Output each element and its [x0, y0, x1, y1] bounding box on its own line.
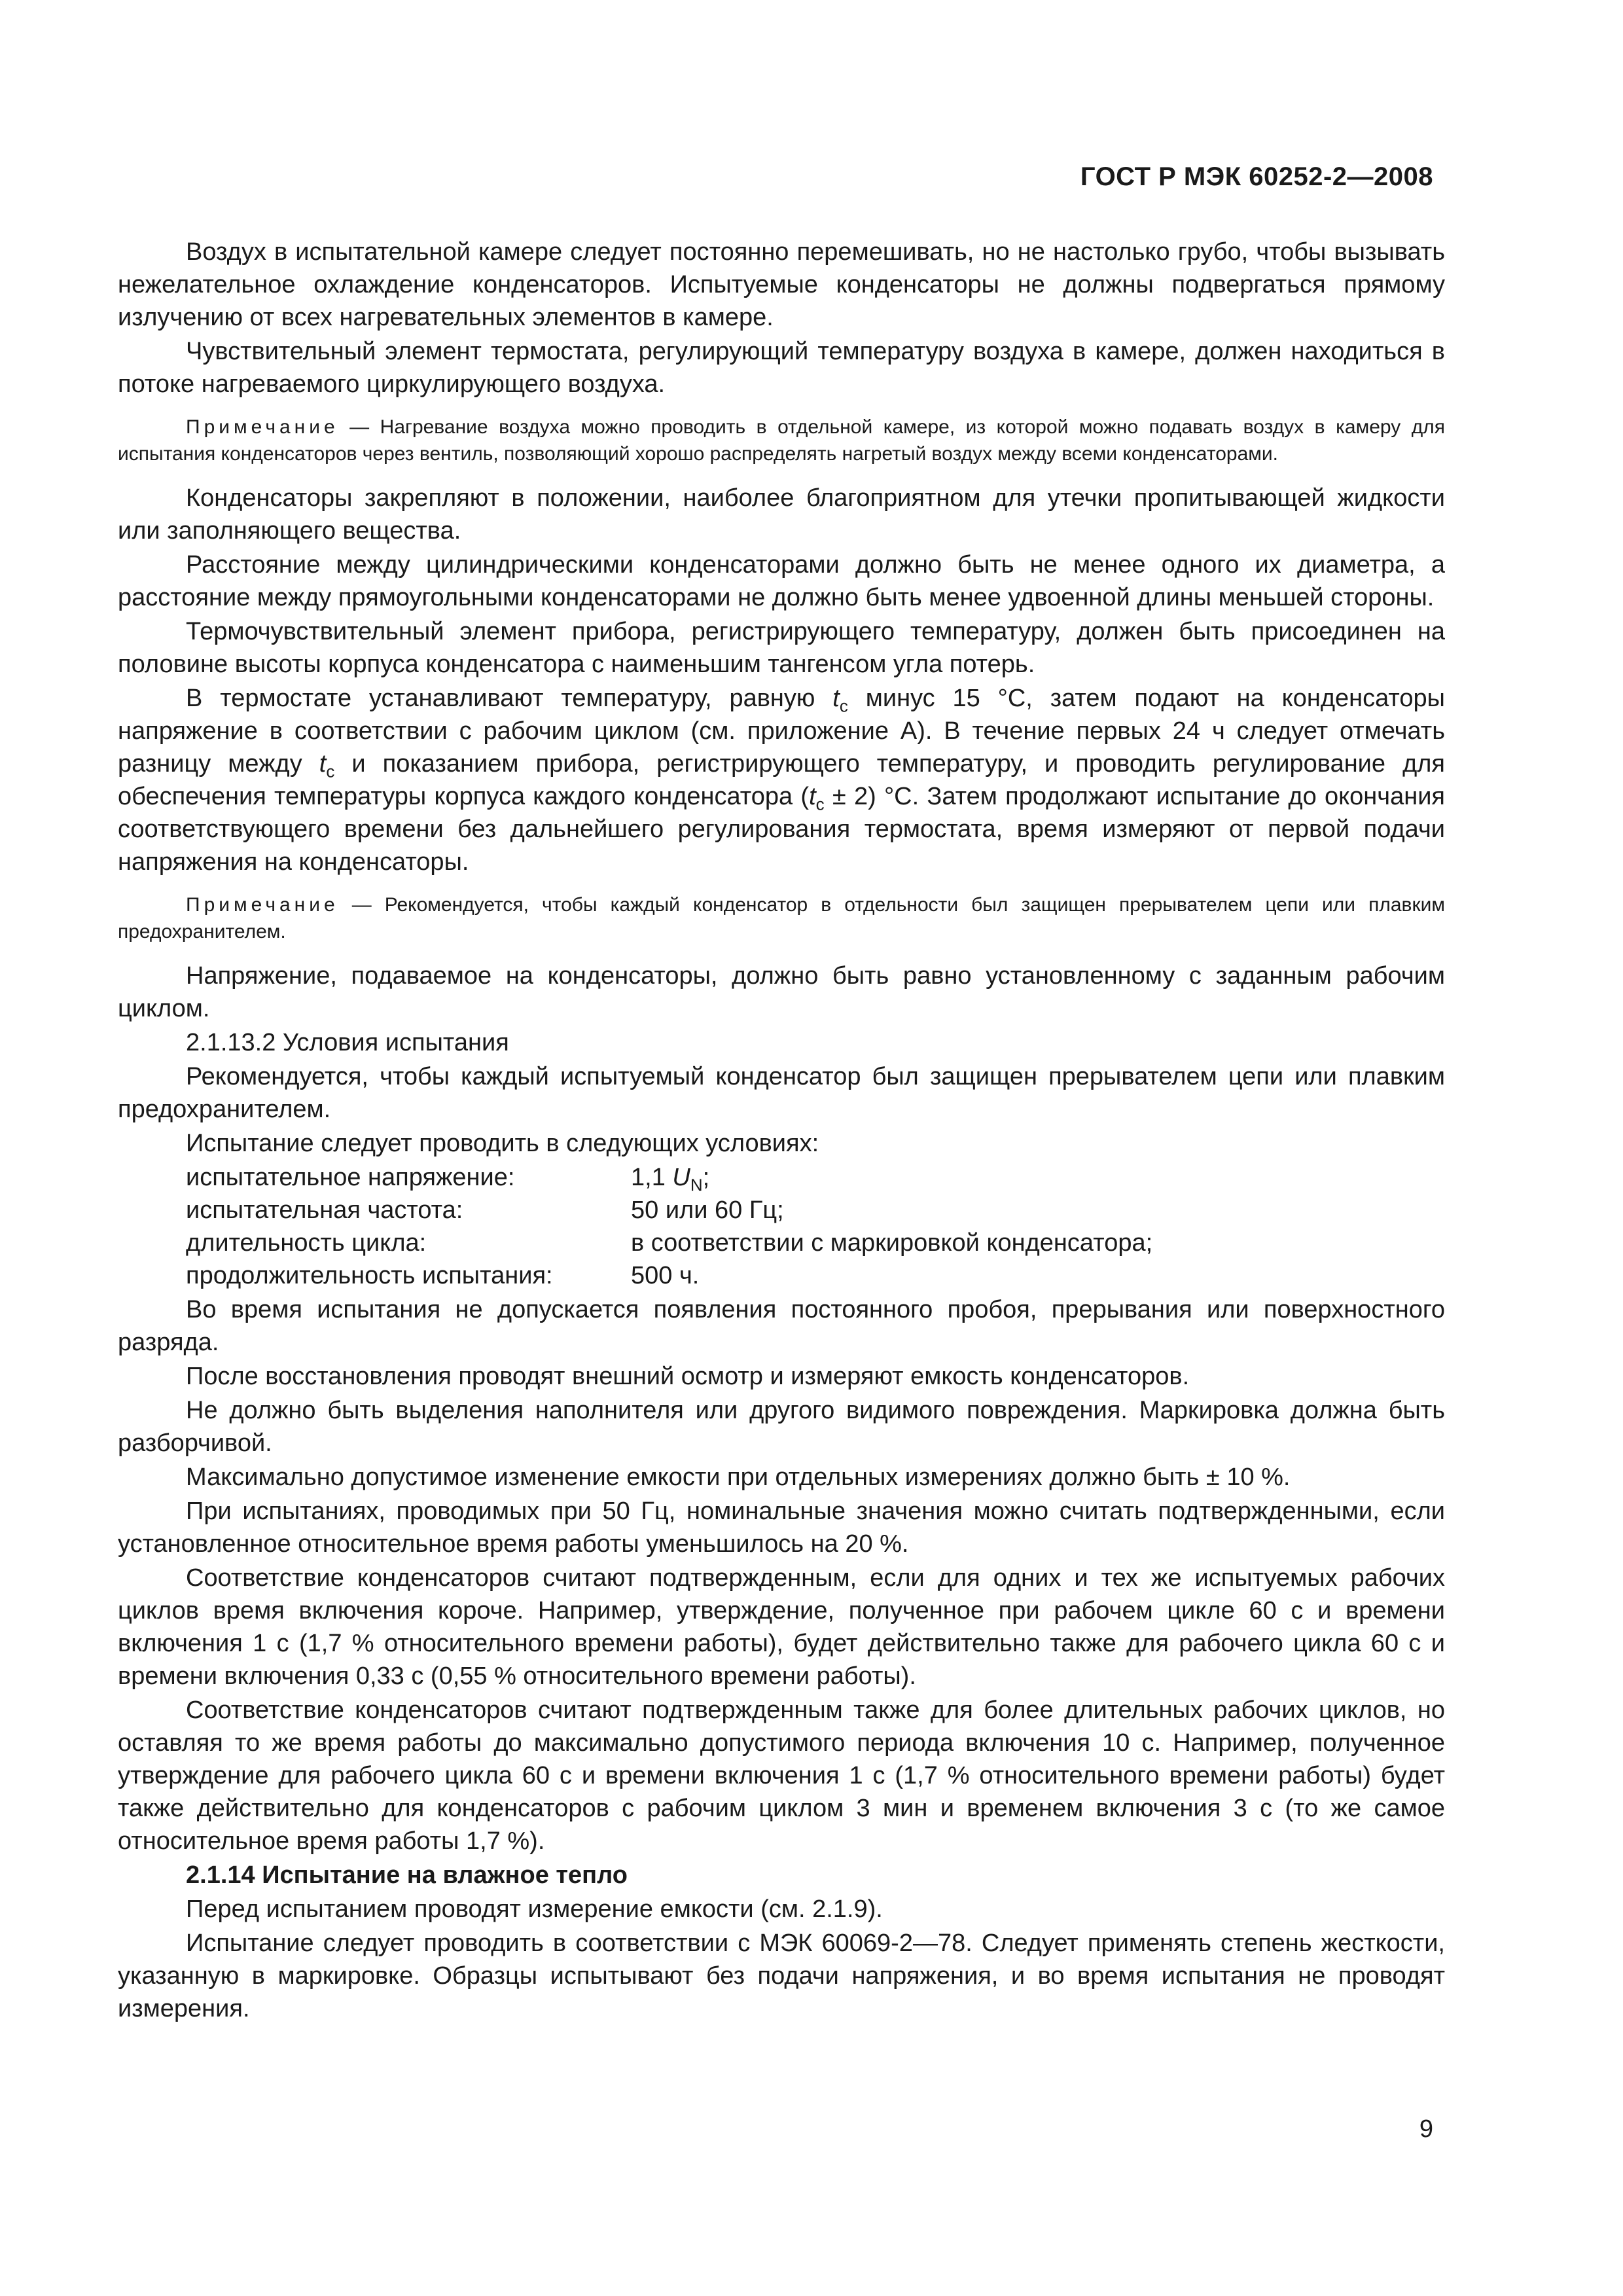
conditions-table — [186, 1161, 1152, 1292]
paragraph: Чувствительный элемент термостата, регулирующий температуру воздуха в камере, должен находиться в потоке нагреваемого циркулирующего воздуха. — [118, 338, 1445, 398]
paragraph: Испытание следует проводить в следующих условиях: — [186, 1130, 819, 1157]
tc-symbol: t — [319, 750, 327, 778]
un-subscript: N — [690, 1175, 703, 1195]
document-header: ГОСТ Р МЭК 60252-2—2008 — [1080, 162, 1433, 191]
section-heading: 2.1.14 Испытание на влажное тепло — [186, 1861, 628, 1889]
condition-value: 1,1 $U_N$; — [631, 1164, 710, 1195]
condition-label: испытательное напряжение: — [186, 1164, 515, 1191]
paragraph: Расстояние между цилиндрическими конденсаторами должно быть не менее одного их диаметра, а расстояние между прямоугольными конденсаторами не должно быть менее удвоенной длины меньшей стороны. — [118, 551, 1445, 611]
conditions-row — [186, 1227, 1152, 1259]
note-label: Примечание — [186, 416, 339, 438]
page-number: 9 — [1419, 2115, 1433, 2143]
tc-subscript: c — [815, 794, 825, 814]
tc-symbol: t — [809, 783, 816, 810]
paragraph: При испытаниях, проводимых при 50 Гц, номинальные значения можно считать подтвержденными, если установленное относительное время работы уменьшилось на 20 %. — [118, 1498, 1445, 1558]
note-text: — Нагревание воздуха можно проводить в отдельной камере, из которой можно подавать воздух в камеру для испытания конденсаторов через вентиль, позволяющий хорошо распределять нагретый воздух между всеми конденсаторами. — [118, 416, 1445, 465]
condition-label: длительность цикла: — [186, 1229, 427, 1257]
paragraph-temperature — [118, 682, 1445, 878]
condition-value: 50 или 60 Гц; — [631, 1196, 784, 1224]
paragraph: Испытание следует проводить в соответствии с МЭК 60069-2—78. Следует применять степень жесткости, указанную в маркировке. Образцы испытывают без подачи напряжения, и во время испытания не проводят измерения. — [118, 1929, 1445, 2022]
tc-subscript: c — [326, 761, 335, 781]
text-span: и показанием прибора, регистрирующего температуру, и проводить регулирование для обеспечения температуры корпуса каждого конденсатора ( — [118, 750, 1446, 810]
paragraph: Напряжение, подаваемое на конденсаторы, должно быть равно установленному с заданным рабочим циклом. — [118, 962, 1445, 1022]
note — [118, 414, 1445, 467]
conditions-row — [186, 1161, 1152, 1194]
tc-subscript: c — [839, 696, 848, 716]
paragraph: Максимально допустимое изменение емкости при отдельных измерениях должно быть ± 10 %. — [186, 1463, 1291, 1491]
un-symbol: U — [672, 1164, 690, 1191]
paragraph: Не должно быть выделения наполнителя или другого видимого повреждения. Маркировка должна быть разборчивой. — [118, 1397, 1445, 1457]
note-text: — Рекомендуется, чтобы каждый конденсатор в отдельности был защищен прерывателем цепи или плавким предохранителем. — [118, 894, 1445, 942]
condition-label: продолжительность испытания: — [186, 1262, 553, 1289]
text-span: минус 15 °С, затем подают на конденсаторы напряжение в соответствии с рабочим циклом (см. приложение А). В течение первых 24 ч следует отмечать разницу между — [118, 685, 1445, 778]
paragraph: Воздух в испытательной камере следует постоянно перемешивать, но не настолько грубо, чтобы вызывать нежелательное охлаждение конденсаторов. Испытуемые конденсаторы не должны подвергаться прямому излучению от всех нагревательных элементов в камере. — [118, 238, 1445, 331]
paragraph: Термочувствительный элемент прибора, регистрирующего температуру, должен быть присоединен на половине высоты корпуса конденсатора с наименьшим тангенсом угла потерь. — [118, 618, 1445, 678]
text-span: ± 2) °С. Затем продолжают испытание до окончания соответствующего времени без дальнейшего регулирования термостата, время измеряют от первой подачи напряжения на конденсаторы. — [118, 783, 1445, 876]
text-span: В термостате устанавливают температуру, равную — [186, 685, 833, 712]
paragraph: Перед испытанием проводят измерение емкости (см. 2.1.9). — [186, 1895, 883, 1923]
condition-value: 500 ч. — [631, 1262, 700, 1289]
paragraph: Конденсаторы закрепляют в положении, наиболее благоприятном для утечки пропитывающей жидкости или заполняющего вещества. — [118, 484, 1445, 545]
section-number-title: 2.1.13.2 Условия испытания — [186, 1029, 509, 1056]
condition-label: испытательная частота: — [186, 1196, 463, 1224]
paragraph: Рекомендуется, чтобы каждый испытуемый конденсатор был защищен прерывателем цепи или плавким предохранителем. — [118, 1063, 1445, 1123]
paragraph: Соответствие конденсаторов считают подтвержденным также для более длительных рабочих циклов, но оставляя то же время работы до максимально допустимого периода включения 10 с. Например, полученное утверждение для рабочего цикла 60 с и времени включения 1 с (1,7 % относительного времени работы) будет также действительно для конденсаторов с рабочим циклом 3 мин и временем включения 3 с (то же самое относительное время работы 1,7 %). — [118, 1696, 1445, 1855]
note-label: Примечание — [186, 894, 339, 916]
note — [118, 891, 1445, 945]
conditions-row — [186, 1194, 1152, 1227]
paragraph: Во время испытания не допускается появления постоянного пробоя, прерывания или поверхностного разряда. — [118, 1296, 1445, 1356]
condition-value: в соответствии с маркировкой конденсатора; — [631, 1229, 1153, 1257]
document-body — [118, 236, 1445, 2026]
paragraph: Соответствие конденсаторов считают подтвержденным, если для одних и тех же испытуемых рабочих циклов время включения короче. Например, утверждение, полученное при рабочем цикле 60 с и времени включения 1 с (1,7 % относительного времени работы), будет действительно также для рабочего цикла 60 с и времени включения 0,33 с (0,55 % относительного времени работы). — [118, 1564, 1445, 1690]
tc-symbol: t — [832, 685, 840, 712]
paragraph: После восстановления проводят внешний осмотр и измеряют емкость конденсаторов. — [186, 1363, 1190, 1390]
conditions-row — [186, 1259, 1152, 1292]
